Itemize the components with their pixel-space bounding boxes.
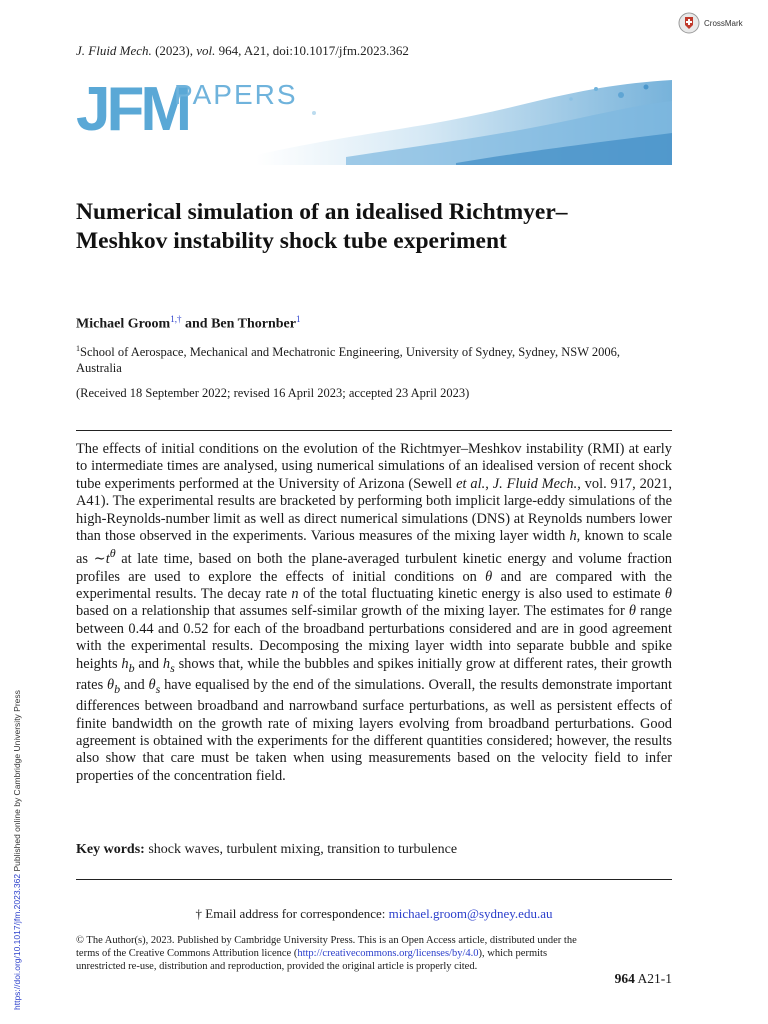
paper-title: Numerical simulation of an idealised Richtmyer–Meshkov instability shock tube experiment: [76, 199, 568, 254]
license-link[interactable]: http://creativecommons.org/licenses/by/4.0: [297, 948, 479, 959]
keywords-label: Key words:: [76, 842, 145, 857]
jfm-logo: JFM: [76, 75, 188, 144]
math-symbol: θ: [148, 676, 156, 693]
abstract-text: and: [134, 655, 163, 672]
abstract-text: , known to scale as ∼: [76, 528, 672, 568]
math-symbol: θ: [109, 546, 116, 561]
keywords-text: shock waves, turbulent mixing, transition to turbulence: [144, 842, 458, 857]
abstract-text: J. Fluid Mech.: [492, 475, 578, 492]
journal-citation: 964, A21, doi:10.1017/jfm.2023.362: [218, 43, 409, 58]
page-volume: 964: [614, 971, 635, 986]
crossmark-badge[interactable]: [678, 12, 743, 34]
abstract: [76, 441, 672, 785]
math-symbol: s: [170, 660, 175, 675]
license-notice: [76, 934, 596, 973]
author-name: Ben Thornber: [211, 316, 296, 332]
abstract-text: range between 0.44 and 0.52 for each of the broadband perturbations considered and are in good agreement with the experimental results. Decomposing the mixing layer width into separate bubble and spike heights: [76, 603, 672, 672]
journal-year: (2023),: [155, 43, 193, 58]
math-symbol: θ: [107, 676, 115, 693]
math-symbol: h: [569, 528, 577, 545]
math-symbol: θ: [664, 586, 672, 603]
page-number: [600, 971, 672, 987]
side-doi-link[interactable]: https://doi.org/10.1017/jfm.2023.362: [12, 873, 22, 1010]
abstract-text: ,: [485, 475, 493, 492]
received-dates: (Received 18 September 2022; revised 16 April 2023; accepted 23 April 2023): [76, 386, 470, 400]
math-symbol: θ: [628, 603, 636, 620]
license-text: © The Author(s), 2023. Published by Cambridge University Press. This is an Open Access article, distributed under the terms of the Creative Commons Attribution licence (: [76, 935, 577, 959]
author-joiner: and: [181, 316, 212, 332]
affiliation-mark: 1: [76, 344, 80, 353]
correspondence-label: † Email address for correspondence:: [195, 906, 389, 921]
math-symbol: n: [291, 586, 299, 603]
math-symbol: b: [114, 681, 121, 696]
journal-banner: [76, 75, 672, 165]
author-list: [76, 314, 301, 333]
journal-vol-label: vol.: [196, 43, 216, 58]
abstract-text: The effects of initial conditions on the evolution of the Richtmyer–Meshkov instability (RMI) at early to intermediate times are analysed, using numerical simulations of an idealised version of recent shock tube experiments performed at the University of Arizona (Sewell: [76, 441, 672, 492]
abstract-top-rule: [76, 430, 672, 431]
abstract-text: , vol. 917, 2021, A41). The experimental results are bracketed by performing both implicit large-eddy simulations of the high-Reynolds-number limit as well as direct numerical simulations (DNS) at Reynolds numbers lower than those observed in the experiments. Various measures of the mixing layer width: [76, 475, 672, 545]
crossmark-label: CrossMark: [704, 18, 743, 28]
author-name: Michael Groom: [76, 316, 171, 332]
abstract-text: have equalised by the end of the simulations. Overall, the results demonstrate important differences between broadband and narrowband surface perturbations, as well as persistent effects of finite bandwidth on the growth rate of mixing layers evolving from broadband perturbations. Good agreement is obtained with the experiments for the different quantities considered; however, the results also show that care must be taken when using measurements based on the velocity field to infer properties of the concentration field.: [76, 676, 672, 784]
abstract-text: and are compared with the experimental results. The decay rate: [76, 568, 672, 603]
keywords: [76, 842, 457, 858]
math-symbol: h: [162, 655, 171, 672]
affiliation-text: School of Aerospace, Mechanical and Mechatronic Engineering, University of Sydney, Sydney, NSW 2006, Australia: [76, 345, 621, 376]
abstract-text: et al.: [456, 475, 486, 492]
author-affiliation-mark[interactable]: 1,†: [170, 314, 182, 324]
abstract-bottom-rule: [76, 879, 672, 880]
math-symbol: b: [128, 660, 135, 675]
abstract-text: shows that, while the bubbles and spikes initially grow at different rates, their growth rates: [76, 655, 672, 693]
license-text: ), which permits unrestricted re-use, distribution and reproduction, provided the original article is properly cited.: [76, 948, 548, 972]
correspondence: [76, 906, 672, 922]
abstract-text: and: [120, 676, 149, 693]
abstract-text: at late time, based on both the plane-averaged turbulent kinetic energy and volume fraction profiles are used to explore the effects of initial conditions on: [76, 551, 672, 585]
page-article: A21-1: [634, 971, 672, 986]
math-symbol: t: [105, 551, 110, 568]
math-symbol: s: [155, 681, 161, 696]
water-splash-icon: [226, 75, 672, 165]
crossmark-icon: [678, 12, 700, 34]
math-symbol: θ: [485, 568, 493, 585]
side-doi-note: [12, 690, 22, 1010]
abstract-text: of the total fluctuating kinetic energy is also used to estimate: [298, 586, 665, 603]
affiliation: [76, 341, 636, 376]
papers-label: PAPERS: [174, 79, 298, 110]
author-affiliation-mark[interactable]: 1: [296, 314, 301, 324]
abstract-text: based on a relationship that assumes self-similar growth of the mixing layer. The estimates for: [76, 603, 629, 620]
journal-reference: [76, 43, 409, 59]
email-link[interactable]: michael.groom@sydney.edu.au: [388, 906, 553, 921]
math-symbol: h: [121, 655, 129, 672]
journal-name: J. Fluid Mech.: [76, 43, 152, 58]
side-note-text: Published online by Cambridge University Press: [12, 690, 22, 874]
